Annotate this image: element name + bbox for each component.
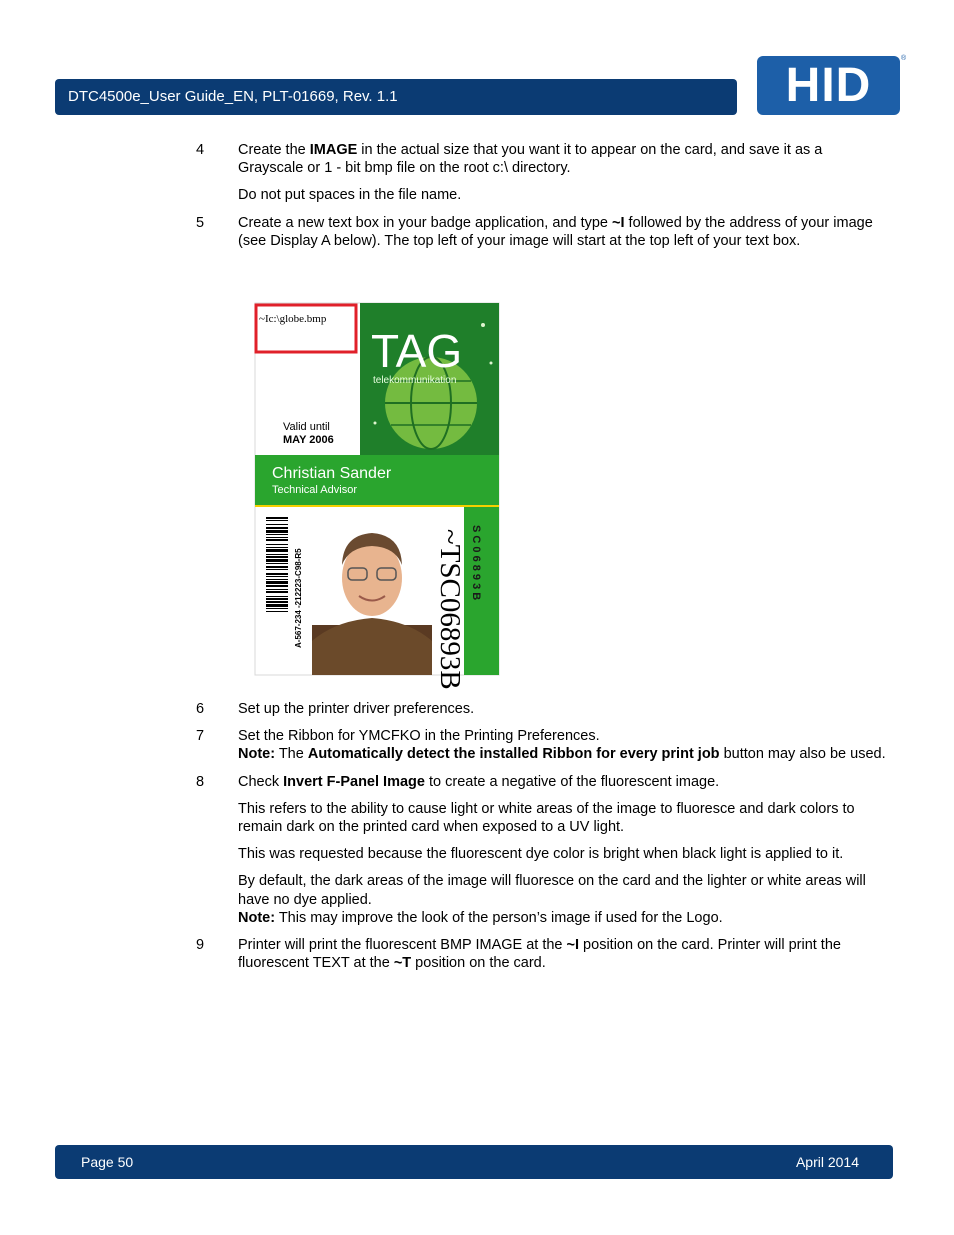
bold-text: Invert F-Panel Image xyxy=(283,773,425,790)
step-text xyxy=(238,936,886,972)
vertical-id-text: S C 0 6 8 9 3 B xyxy=(470,525,482,601)
barcode-bar xyxy=(266,576,288,577)
step-number: 7 xyxy=(196,728,205,745)
logo-text: HID xyxy=(785,59,872,112)
text-run: Set the Ribbon for YMCFKO in the Printing Preferences. xyxy=(238,728,600,745)
step-number: 5 xyxy=(196,214,205,231)
text-run: Printer will print the fluorescent BMP IMAGE at the xyxy=(238,937,567,954)
step-text xyxy=(238,773,886,791)
barcode-bar xyxy=(266,517,288,519)
step-number xyxy=(196,800,238,836)
bold-text: ~I xyxy=(566,937,580,954)
page-number: Page 50 xyxy=(81,1154,134,1170)
logo-registered-mark: ® xyxy=(901,55,907,62)
step-paragraph xyxy=(196,773,886,791)
text-run: This refers to the ability to cause light or white areas of the image to fluoresce and dark colors to remain dark on the printed card when exposed to a UV light. xyxy=(238,800,855,836)
image-field-text: ~Ic:\globe.bmp xyxy=(259,313,327,325)
card-brand-sub: telekommunikation xyxy=(373,375,457,386)
sparkle-dot xyxy=(481,323,485,327)
barcode-bar xyxy=(266,539,288,541)
barcode-bar xyxy=(266,611,288,612)
step-number: 6 xyxy=(196,701,205,717)
barcode-bar xyxy=(266,559,288,562)
step-number: 9 xyxy=(196,937,205,954)
step-paragraph xyxy=(196,214,886,250)
bold-text: ~I xyxy=(612,214,625,231)
step-paragraph xyxy=(196,872,886,927)
barcode-bar xyxy=(266,524,288,525)
step-paragraph xyxy=(196,845,886,863)
publication-date: April 2014 xyxy=(795,1154,859,1170)
text-run: followed by the address of your image (see Display A below). The top left of your image will start at the top left of your text box. xyxy=(238,214,873,249)
text-run: Do not put spaces in the file name. xyxy=(238,187,462,204)
text-run: This may improve the look of the person’s image if used for the Logo. xyxy=(275,909,723,926)
step-text xyxy=(238,214,886,250)
barcode-bar xyxy=(266,596,288,597)
barcode-bar xyxy=(266,581,288,584)
bold-text: Note: xyxy=(238,746,276,763)
barcode-bar xyxy=(266,601,288,603)
sparkle-dot xyxy=(374,422,377,425)
bold-text: IMAGE xyxy=(309,142,358,158)
text-run: By default, the dark areas of the image will fluoresce on the card and the lighter or white areas will have no dye applied. xyxy=(238,873,866,908)
header-bar xyxy=(55,79,737,115)
barcode-bar xyxy=(266,573,288,575)
barcode-bar xyxy=(266,579,288,580)
barcode-bar xyxy=(266,566,288,568)
step-text xyxy=(238,845,886,863)
text-run: to create a negative of the fluorescent image. xyxy=(424,773,720,790)
instructions-top xyxy=(196,141,886,259)
text-run: in the actual size that you want it to appear on the card, and save it as a Grayscale or 1 - bit bmp file on the root c:\ directory. xyxy=(238,142,823,177)
step-paragraph xyxy=(196,936,886,972)
barcode-text: A-567-234 -212223-C98-R5 xyxy=(294,548,303,648)
text-run: Check xyxy=(238,773,284,790)
instructions-bottom xyxy=(196,700,886,981)
text-run: position on the card. Printer will print the fluorescent TEXT at the xyxy=(238,937,841,972)
barcode-bar xyxy=(266,608,288,609)
text-run: button may also be used. xyxy=(719,746,886,763)
text-run: This was requested because the fluorescent dye color is bright when black light is applied to it. xyxy=(238,846,844,863)
step-number xyxy=(196,872,238,927)
sparkle-dot xyxy=(490,362,493,365)
valid-label: Valid until xyxy=(283,421,330,433)
valid-date: MAY 2006 xyxy=(283,434,334,446)
card-brand: TAG xyxy=(371,325,463,377)
fluorescent-text-field: ~TSC06893B xyxy=(434,529,466,690)
document-title: DTC4500e_User Guide_EN, PLT-01669, Rev. 1.1 xyxy=(68,88,398,105)
text-run: Create the xyxy=(238,142,310,158)
barcode-bar xyxy=(266,563,288,564)
step-text xyxy=(238,141,886,177)
step-paragraph xyxy=(196,800,886,836)
barcode-bar xyxy=(266,520,288,521)
step-text xyxy=(238,872,886,927)
step-paragraph xyxy=(196,727,886,763)
barcode-bar xyxy=(266,585,288,587)
card-holder-name: Christian Sander xyxy=(272,465,392,482)
barcode-bar xyxy=(266,527,288,529)
text-run: The xyxy=(275,746,308,763)
step-paragraph xyxy=(196,141,886,177)
bold-text: ~T xyxy=(393,955,412,972)
bold-text: Automatically detect the installed Ribbon for every print job xyxy=(307,746,720,763)
text-run: position on the card. xyxy=(411,955,546,972)
step-number: 8 xyxy=(196,773,205,790)
step-text xyxy=(238,800,886,836)
step-paragraph xyxy=(196,186,886,204)
barcode-bar xyxy=(266,598,288,600)
bold-text: Note: xyxy=(238,909,276,926)
step-number xyxy=(196,186,238,204)
barcode-bar xyxy=(266,544,288,545)
barcode-bar xyxy=(266,591,288,593)
id-card-illustration xyxy=(255,303,499,697)
barcode-bar xyxy=(266,604,288,607)
hid-logo xyxy=(757,56,900,115)
card-holder-role: Technical Advisor xyxy=(272,484,357,496)
step-text xyxy=(238,700,886,718)
text-run: Set up the printer driver preferences. xyxy=(238,701,475,717)
barcode-bar xyxy=(266,534,288,535)
barcode-bar xyxy=(266,554,288,555)
barcode-bar xyxy=(266,569,288,570)
name-band-rule xyxy=(255,505,499,507)
barcode-bar xyxy=(266,549,288,552)
step-text xyxy=(238,727,886,763)
text-run: Create a new text box in your badge application, and type xyxy=(238,214,613,231)
barcode-bar xyxy=(266,537,288,538)
step-text xyxy=(238,186,886,204)
barcode-bar xyxy=(266,530,288,533)
barcode-bar xyxy=(266,547,288,548)
step-number: 4 xyxy=(196,142,205,158)
step-number xyxy=(196,845,238,863)
barcode-bar xyxy=(266,556,288,558)
barcode-bar xyxy=(266,589,288,590)
step-paragraph xyxy=(196,700,886,718)
footer-bar xyxy=(55,1145,893,1179)
